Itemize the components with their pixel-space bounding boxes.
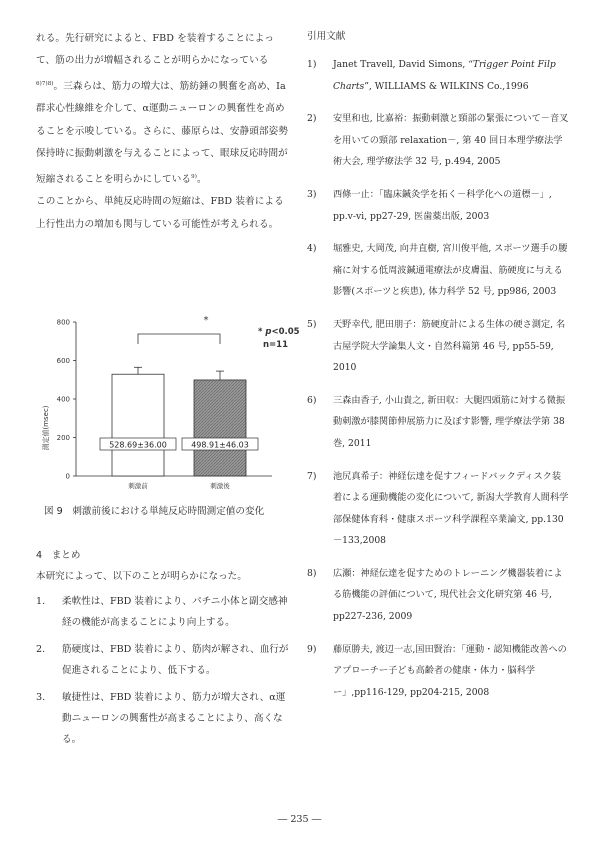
summary-list (36, 591, 292, 750)
reference-number: 5) (307, 318, 317, 330)
value-label: 528.69±36.00 (109, 440, 167, 450)
reference-item (307, 238, 569, 303)
category-label: 刺激後 (210, 482, 230, 490)
citation-superscript: 9) (191, 173, 197, 180)
y-axis-label: 測定値(msec) (42, 405, 50, 451)
summary-item-number: 1. (36, 596, 46, 607)
summary-item-number: 3. (36, 692, 46, 703)
reference-text: 三森由香子, 小山貴之, 新田収：大腿四頭筋に対する微振動刺激が膝関節伸展筋力に及ぼす影響, 理学療法学第 38 巻, 2011 (333, 394, 566, 449)
significance-bracket (138, 334, 220, 344)
body-text: 。三森らは、筋力の増大は、筋紡錘の興奮を高め、Ⅰa 群求心性線維を介して、α運動ニューロンの興奮性を高めることを示唆している。さらに、藤原らは、安静頭部姿勢保持時に振動刺激を与えることによって、眼球反応時間が短縮されることを明らかにしている (36, 81, 289, 185)
y-tick-label: 400 (56, 395, 70, 404)
page-number: ― 235 ― (277, 814, 322, 825)
reference-text: 天野幸代, 肥田朋子：筋硬度計による生体の硬さ測定, 名古屋学院大学論集人文・自然科篇第 46 号, pp55-59, 2010 (333, 318, 566, 374)
summary-item-number: 2. (36, 644, 46, 655)
summary-item-text: 筋硬度は、FBD 装着により、筋肉が解され、血行が促進されることにより、低下する。 (62, 644, 289, 676)
y-tick-label: 0 (65, 472, 70, 481)
significance-marker: * (203, 315, 209, 326)
figure-caption: 図 9 刺激前後における単純反応時間測定値の変化 (44, 506, 265, 517)
references-title: 引用文献 (307, 31, 346, 42)
value-label: 498.91±46.03 (191, 440, 249, 450)
bar-chart (36, 306, 300, 506)
summary-item-text: 柔軟性は、FBD 装着により、パチニ小体と副交感神経の機能が高まることにより向上する。 (62, 596, 288, 628)
reference-item (307, 314, 569, 379)
reference-number: 9) (307, 643, 317, 655)
category-label: 刺激前 (128, 482, 148, 490)
reference-text: 藤原勝夫, 渡辺一志,国田賢治：「運動・認知機能改善へのアプローチー子ども高齢者の健康・体力・脳科学ー」,pp116-129, pp204-215, 2008 (333, 643, 567, 698)
y-tick-label: 200 (56, 434, 70, 442)
reference-text: Janet Travell, David Simons, “Trigger Point Filp Charts”, WILLIAMS & WILKINS Co.,1996 (333, 59, 556, 92)
reference-item (307, 184, 569, 227)
reference-text: 西條一止：「臨床鍼灸学を拓く－科学化への道標－」, pp.ⅴ-ⅵ, pp27-29, 医歯薬出版, 2003 (333, 188, 552, 222)
figure-9 (36, 306, 300, 506)
y-tick-label: 600 (56, 357, 70, 365)
n-note: n=11 (263, 340, 289, 350)
reference-item (307, 466, 569, 552)
reference-number: 6) (307, 394, 317, 406)
body-paragraph-2: このことから、単純反応時間の短縮は、FBD 装着による上行性出力の増加も関与している可能性が考えられる。 (36, 196, 284, 230)
reference-item (307, 54, 569, 97)
reference-text: 池尻真希子：神経伝達を促すフィードバックディスク装着による運動機能の変化について, 新潟大学教育人間科学部保健体育科・健康スポーツ科学課程卒業論文, pp.130－133,2008 (333, 470, 569, 547)
reference-number: 4) (307, 243, 317, 255)
reference-number: 8) (307, 567, 317, 579)
reference-item (307, 639, 569, 704)
body-paragraph-1 (36, 28, 292, 191)
citation-superscript: 6)7)8) (36, 80, 54, 87)
reference-text: 堀雅史, 大岡茂, 向井直樹, 宮川俊平他, スポーツ選手の腰痛に対する低周波鍼通電療法が皮膚温、筋硬度に与える影響(スポーツと疾患), 体力科学 52 号, pp986, 2003 (333, 243, 568, 298)
summary-item (36, 591, 292, 633)
reference-number: 2) (307, 113, 317, 125)
bar (194, 380, 246, 476)
stat-note: * p<0.05 (258, 327, 300, 337)
summary-section (36, 547, 292, 756)
reference-text: 安里和也, 比嘉裕：振動刺激と頸部の緊張について－音叉を用いての頸部 relaxation－, 第 40 回日本理学療法学術大会, 理学療法学 32 号, p.494, 2005 (333, 113, 569, 168)
left-column (36, 28, 292, 236)
reference-number: 7) (307, 470, 317, 482)
reference-number: 3) (307, 188, 317, 200)
bar (112, 374, 164, 476)
body-text: 。 (196, 173, 207, 185)
section-title: 4 まとめ (36, 550, 81, 561)
reference-item (307, 563, 569, 628)
reference-text: 広瀬：神経伝達を促すためのトレーニング機器装着による筋機能の評価について, 現代社会文化研究第 46 号, pp227-236, 2009 (333, 567, 563, 623)
summary-item-text: 敏捷性は、FBD 装着により、筋力が増大され、α運動ニューロンの興奮性が高まることにより、高くなる。 (62, 692, 286, 745)
references-section (307, 28, 569, 714)
summary-item (36, 687, 292, 750)
y-tick-label: 800 (56, 318, 70, 327)
reference-item (307, 108, 569, 173)
summary-intro: 本研究によって、以下のことが明らかになった。 (36, 571, 247, 582)
summary-item (36, 639, 292, 681)
body-text: れる。先行研究によると、FBD を装着することによって、筋の出力が増幅されることが明らかになっている (36, 33, 275, 67)
reference-item (307, 390, 569, 455)
reference-number: 1) (307, 59, 317, 70)
